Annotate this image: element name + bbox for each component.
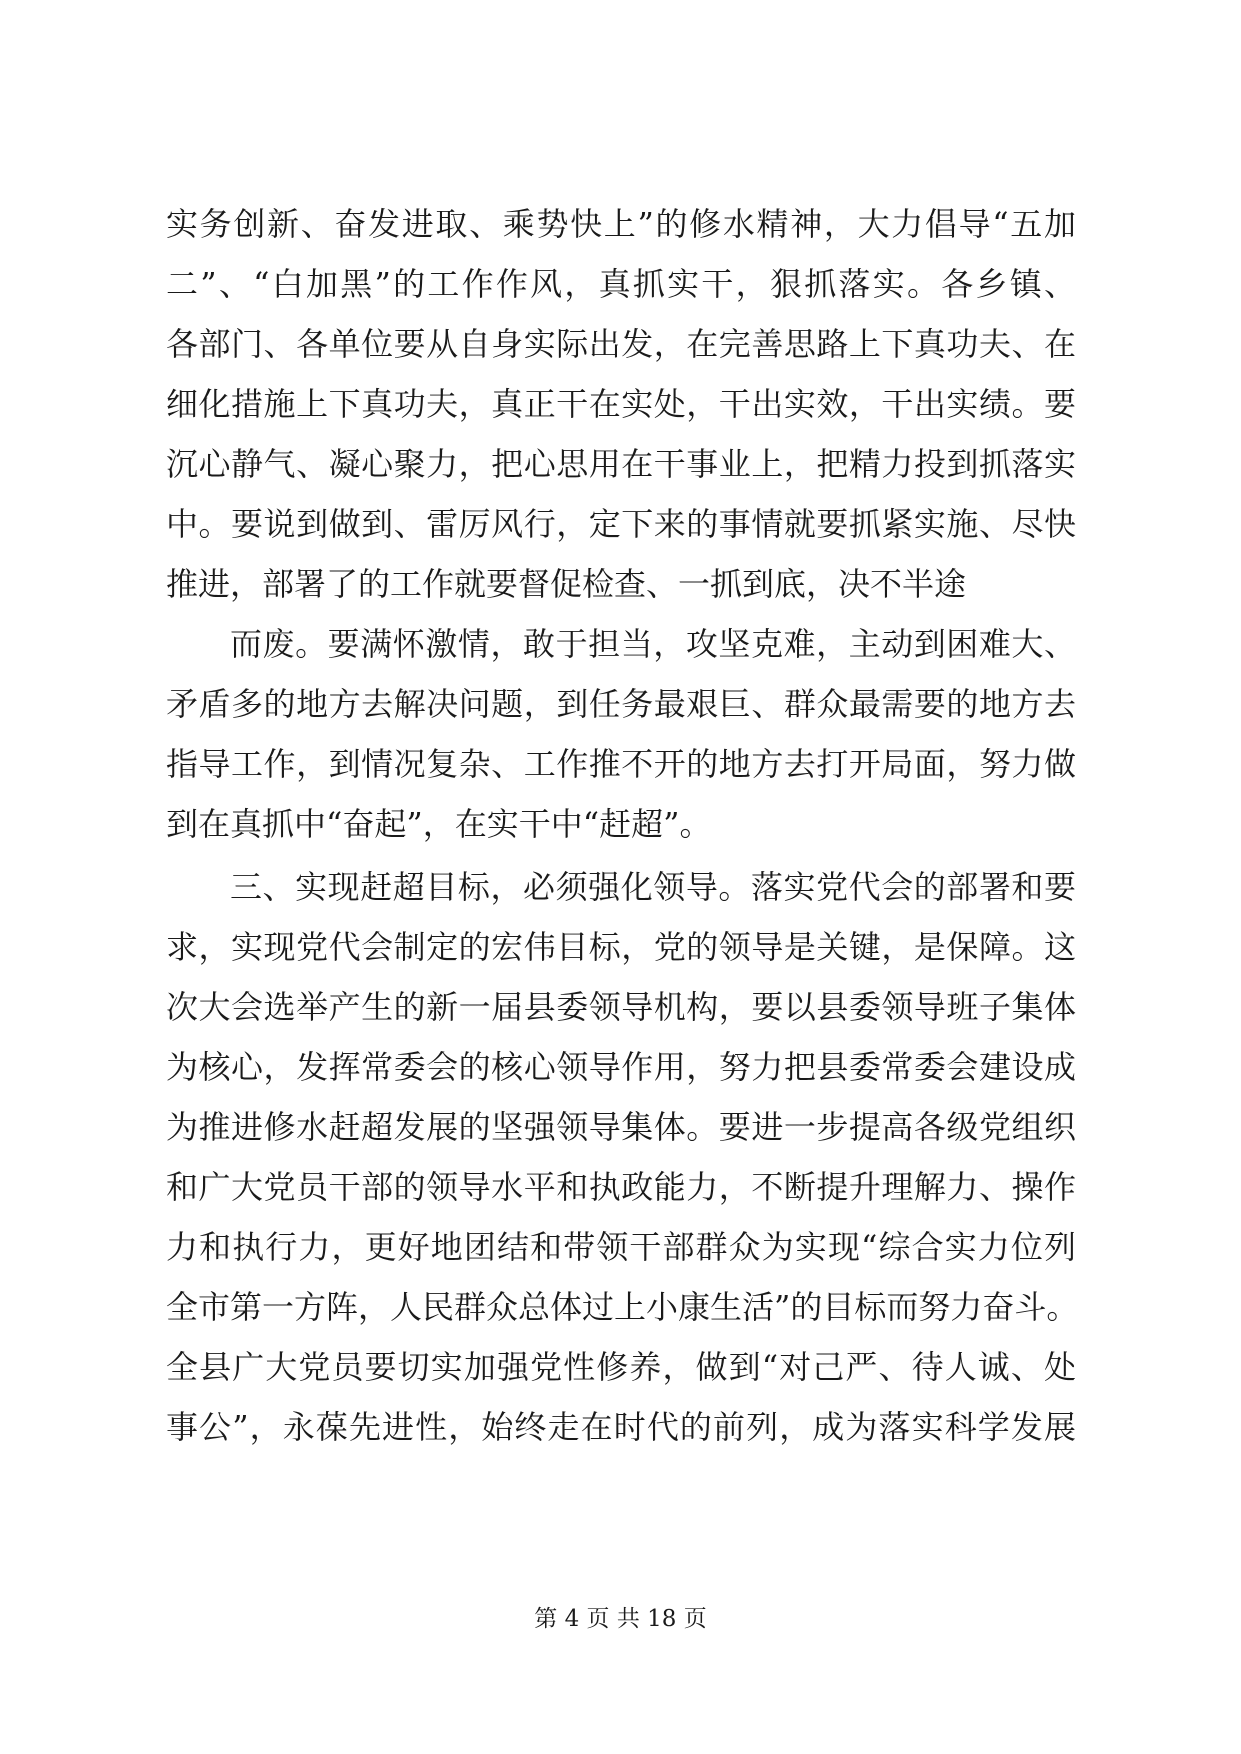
body-line-3: 各部门、各单位要从自身实际出发，在完善思路上下真功夫、在 (166, 325, 1076, 363)
body-line-10: 指导工作，到情况复杂、工作推不开的地方去打开局面，努力做 (166, 745, 1076, 783)
body-line-5: 沉心静气、凝心聚力，把心思用在干事业上，把精力投到抓落实 (166, 445, 1076, 483)
page-number-footer: 第 4 页 共 18 页 (534, 1606, 707, 1632)
body-line-4: 细化措施上下真功夫，真正干在实处，干出实效，干出实绩。要 (166, 385, 1076, 423)
body-line-8: 而废。要满怀激情，敢于担当，攻坚克难，主动到困难大、 (230, 625, 1076, 663)
body-line-11: 到在真抓中“奋起”，在实干中“赶超”。 (166, 805, 712, 843)
body-line-12: 三、实现赶超目标，必须强化领导。落实党代会的部署和要 (230, 868, 1076, 906)
body-line-21: 事公”，永葆先进性，始终走在时代的前列，成为落实科学发展 (166, 1408, 1076, 1446)
body-line-2: 二”、“白加黑”的工作作风，真抓实干，狠抓落实。各乡镇、 (166, 265, 1076, 303)
body-line-1: 实务创新、奋发进取、乘势快上”的修水精神，大力倡导“五加 (166, 205, 1076, 243)
body-line-7: 推进，部署了的工作就要督促检查、一抓到底，决不半途 (166, 565, 967, 603)
body-line-20: 全县广大党员要切实加强党性修养，做到“对己严、待人诚、处 (166, 1348, 1076, 1386)
body-line-19: 全市第一方阵，人民群众总体过上小康生活”的目标而努力奋斗。 (166, 1288, 1079, 1326)
body-line-14: 次大会选举产生的新一届县委领导机构，要以县委领导班子集体 (166, 988, 1076, 1026)
body-line-17: 和广大党员干部的领导水平和执政能力，不断提升理解力、操作 (166, 1168, 1076, 1206)
body-line-16: 为推进修水赶超发展的坚强领导集体。要进一步提高各级党组织 (166, 1108, 1076, 1146)
body-line-6: 中。要说到做到、雷厉风行，定下来的事情就要抓紧实施、尽快 (166, 505, 1076, 543)
body-line-15: 为核心，发挥常委会的核心领导作用，努力把县委常委会建设成 (166, 1048, 1076, 1086)
body-line-18: 力和执行力，更好地团结和带领干部群众为实现“综合实力位列 (166, 1228, 1076, 1266)
body-line-9: 矛盾多的地方去解决问题，到任务最艰巨、群众最需要的地方去 (166, 685, 1076, 723)
body-line-13: 求，实现党代会制定的宏伟目标，党的领导是关键，是保障。这 (166, 928, 1076, 966)
